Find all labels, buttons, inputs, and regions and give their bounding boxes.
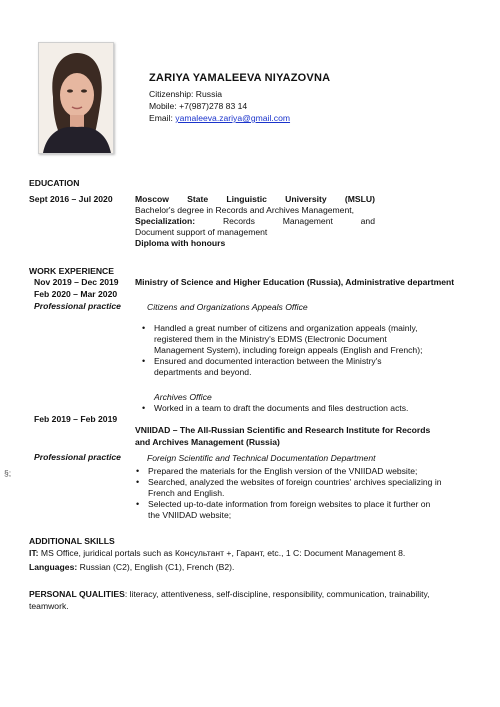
citizenship: Citizenship: Russia (149, 89, 223, 99)
portrait-image (39, 43, 113, 153)
uni-word: Moscow (135, 194, 169, 204)
list-item: • Prepared the materials for the English version of the VNIIDAD website; (130, 466, 450, 477)
uni-word: University (285, 194, 327, 204)
job2-practice: Professional practice (34, 452, 121, 462)
email-label: Email: (149, 113, 176, 123)
job1-department: Citizens and Organizations Appeals Office (147, 302, 308, 312)
specialization-continued: Document support of management (135, 227, 268, 237)
job1-bullets2 (136, 403, 436, 414)
uni-word: State (187, 194, 209, 204)
list-item: • Ensured and documented interaction between the Ministry's departments and beyond. (136, 356, 426, 378)
education-heading: EDUCATION (29, 178, 80, 188)
languages-label: Languages: (29, 562, 78, 572)
work-heading: WORK EXPERIENCE (29, 266, 114, 276)
job2-org-line2: and Archives Management (Russia) (135, 437, 280, 447)
job1-date1: Nov 2019 – Dec 2019 (34, 277, 119, 287)
job1-practice: Professional practice (34, 301, 121, 311)
languages-text: Russian (C2), English (C1), French (B2). (77, 562, 235, 572)
personal-qualities (29, 589, 430, 600)
languages (29, 562, 234, 573)
uni-word: Linguistic (226, 194, 267, 204)
job2-department: Foreign Scientific and Technical Documentation Department (147, 453, 376, 463)
job1-bullets (136, 323, 426, 378)
list-item: • Worked in a team to draft the documents and files destruction acts. (136, 403, 436, 414)
job1-organization: Ministry of Science and Higher Education (Russia), Administrative department (135, 277, 455, 287)
spec-word: Management (282, 216, 333, 226)
uni-word: (MSLU) (344, 194, 375, 204)
job1-date2: Feb 2020 – Mar 2020 (34, 289, 118, 299)
specialization-line (135, 216, 375, 227)
job2-bullets (130, 466, 450, 521)
job1-department2: Archives Office (154, 392, 212, 402)
list-item: • Handled a great number of citizens and organization appeals (mainly, registered them in the Ministry's EDMS (Electronic Document Management System), including foreign appeals (English and French); (136, 323, 426, 356)
it-text: MS Office, juridical portals such as Консультант +, Гарант, etc., 1 C: Document Management 8. (38, 548, 406, 558)
education-date: Sept 2016 – Jul 2020 (29, 194, 113, 204)
candidate-name: ZARIYA YAMALEEVA NIYAZOVNA (149, 72, 331, 84)
mobile: Mobile: +7(987)278 83 14 (149, 101, 248, 111)
specialization-label: Specialization: (135, 216, 196, 226)
qualities-text: : literacy, attentiveness, self-discipline, responsibility, communication, trainability, (124, 589, 430, 599)
list-item: • Selected up-to-date information from foreign websites to place it further on the VNIIDAD website; (130, 499, 450, 521)
email-line (149, 113, 290, 124)
degree: Bachelor's degree in Records and Archives Management, (135, 205, 354, 215)
margin-mark: §; (4, 468, 12, 478)
email-link[interactable]: yamaleeva.zariya@gmail.com (175, 113, 291, 123)
list-item: • Searched, analyzed the websites of foreign countries' archives specializing in French and English. (130, 477, 450, 499)
profile-photo (38, 42, 114, 154)
qualities-label: PERSONAL QUALITIES (29, 589, 125, 599)
job2-org-line1: VNIIDAD – The All-Russian Scientific and Research Institute for Records (135, 425, 431, 435)
skills-heading: ADDITIONAL SKILLS (29, 536, 115, 546)
it-label: IT: (29, 548, 39, 558)
it-skills (29, 548, 405, 559)
university-name (135, 194, 375, 205)
job2-date: Feb 2019 – Feb 2019 (34, 414, 118, 424)
spec-word: and (360, 216, 375, 226)
honours: Diploma with honours (135, 238, 226, 248)
qualities-continued: teamwork. (29, 601, 69, 611)
spec-word: Records (222, 216, 255, 226)
